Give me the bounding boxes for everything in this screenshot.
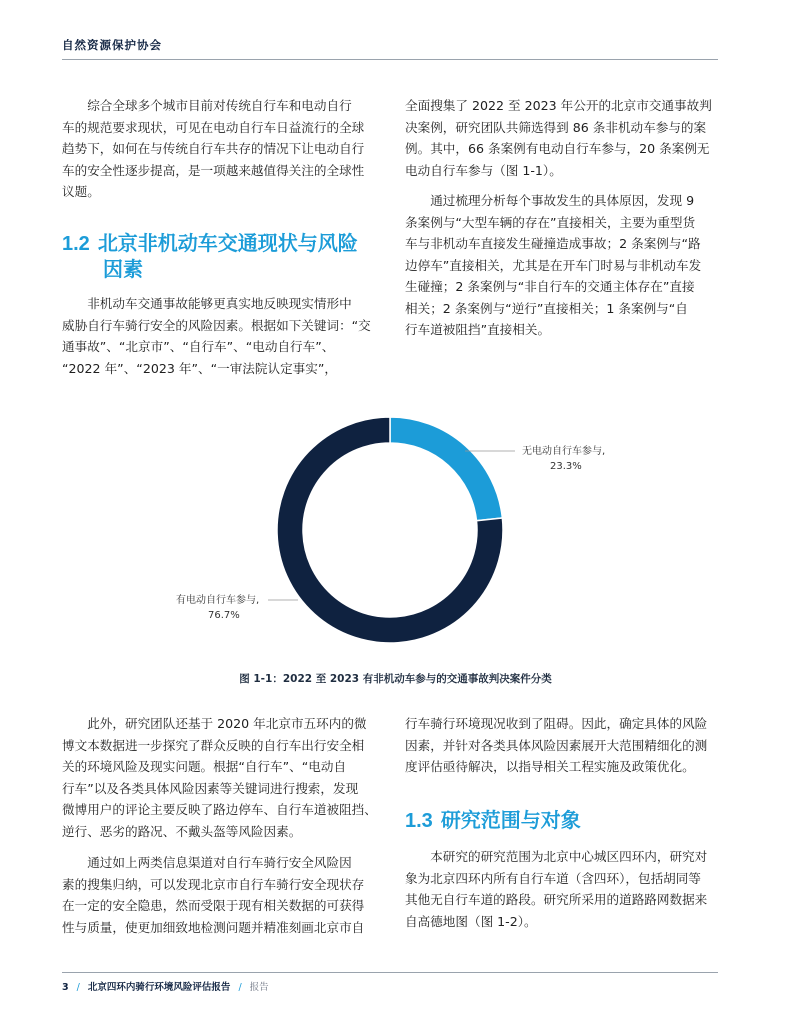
text-line: 边停车”直接相关，尤其是在开车门时易与非机动车发 bbox=[405, 257, 702, 273]
page-footer bbox=[62, 979, 269, 993]
section-number: 1.2 bbox=[62, 233, 90, 255]
slice-label-ebike-name: 有电动自行车参与, bbox=[176, 595, 260, 606]
text-line: 威胁自行车骑行安全的风险因素。根据如下关键词：“交 bbox=[62, 317, 371, 333]
text-line: 综合全球多个城市目前对传统自行车和电动自行 bbox=[87, 98, 352, 113]
text-line: 全面搜集了 2022 至 2023 年公开的北京市交通事故判 bbox=[405, 98, 712, 113]
text-line: 相关；2 条案例与“逆行”直接相关；1 条案例与“自 bbox=[405, 300, 688, 316]
right-paragraph-2 bbox=[405, 190, 720, 341]
left-bottom-paragraph-2 bbox=[62, 852, 392, 938]
text-line: 自高德地图（图 1-2）。 bbox=[405, 913, 537, 929]
header-org-name: 自然资源保护协会 bbox=[62, 38, 162, 52]
section-number: 1.3 bbox=[405, 810, 433, 832]
section-title-line1: 北京非机动车交通现状与风险 bbox=[97, 231, 358, 255]
text-line: 通过梳理分析每个事故发生的具体原因，发现 9 bbox=[430, 193, 695, 208]
text-line: 行车”以及各类具体风险因素等关键词进行搜索，发现 bbox=[62, 780, 359, 796]
footer-separator: / bbox=[238, 982, 242, 993]
text-line: 因素，并针对各类具体风险因素展开大范围精细化的测 bbox=[405, 737, 708, 753]
section-heading-1-2-cont bbox=[103, 256, 143, 282]
section-1-2-paragraph bbox=[62, 293, 392, 379]
section-title: 研究范围与对象 bbox=[440, 808, 581, 832]
slice-label-no-ebike-name: 无电动自行车参与, bbox=[522, 446, 606, 457]
text-line: 例。其中，66 条案例有电动自行车参与，20 条案例无 bbox=[405, 141, 710, 156]
text-line: 微博用户的评论主要反映了路边停车、自行车道被阻挡、 bbox=[62, 802, 377, 817]
text-line: 素的搜集归纳，可以发现北京市自行车骑行安全现状存 bbox=[62, 876, 365, 892]
donut-chart bbox=[0, 380, 791, 670]
text-line: 象为北京四环内所有自行车道（含四环），包括胡同等 bbox=[405, 870, 701, 886]
text-line: 电动自行车参与（图 1-1）。 bbox=[405, 162, 562, 178]
section-heading-1-3 bbox=[405, 807, 581, 834]
text-line: 在一定的安全隐患，然而受限于现有相关数据的可获得 bbox=[62, 898, 365, 913]
page-number: 3 bbox=[62, 982, 69, 993]
text-line: 度评估亟待解决，以指导相关工程实施及政策优化。 bbox=[405, 759, 695, 774]
text-line: 关的环境风险及现实问题。根据“自行车”、“电动自 bbox=[62, 759, 347, 774]
footer-separator: / bbox=[76, 982, 80, 993]
slice-label-no-ebike bbox=[465, 444, 605, 472]
section-title-line2: 因素 bbox=[103, 257, 143, 281]
text-line: 非机动车交通事故能够更真实地反映现实情形中 bbox=[87, 296, 352, 311]
right-paragraph-1 bbox=[405, 95, 720, 181]
text-line: 条案例与“大型车辆的存在”直接相关，主要为重型货 bbox=[405, 214, 696, 230]
text-line: 博文本数据进一步探究了群众反映的自行车出行安全相 bbox=[62, 737, 365, 753]
text-line: 其他无自行车道的路段。研究所采用的道路路网数据来 bbox=[405, 892, 708, 907]
slice-label-no-ebike-value: 23.3% bbox=[550, 461, 582, 472]
text-line: 议题。 bbox=[62, 184, 100, 199]
right-bottom-paragraph-1 bbox=[405, 713, 720, 778]
text-line: 行车骑行环境现况收到了阻碍。因此，确定具体的风险 bbox=[405, 716, 708, 731]
text-line: 趋势下，如何在与传统自行车共存的情况下让电动自行 bbox=[62, 141, 365, 156]
text-line: 决案例，研究团队共筛选得到 86 条非机动车参与的案 bbox=[405, 119, 707, 135]
footer-report-title: 北京四环内骑行环境风险评估报告 bbox=[87, 982, 231, 993]
text-line: 逆行、恶劣的路况、不戴头盔等风险因素。 bbox=[62, 823, 302, 839]
text-line: 行车道被阻挡”直接相关。 bbox=[405, 322, 551, 337]
footer-divider bbox=[62, 972, 718, 973]
text-line: 性与质量，使更加细致地检测问题并精准刻画北京市自 bbox=[62, 919, 365, 935]
text-line: 车的规范要求现状，可见在电动自行车日益流行的全球 bbox=[62, 119, 365, 135]
text-line: 车与非机动车直接发生碰撞造成事故；2 条案例与“路 bbox=[405, 236, 701, 251]
right-bottom-paragraph-2 bbox=[405, 846, 720, 932]
footer-tag: 报告 bbox=[249, 982, 269, 993]
donut-slice-no-ebike bbox=[390, 417, 502, 521]
text-line: 生碰撞；2 条案例与“非自行车的交通主体存在”直接 bbox=[405, 279, 695, 294]
figure-caption: 图 1-1：2022 至 2023 有非机动车参与的交通事故判决案件分类 bbox=[239, 673, 552, 685]
slice-label-ebike-value: 76.7% bbox=[208, 610, 240, 621]
text-line: “2022 年”、“2023 年”、“一审法院认定事实”， bbox=[62, 360, 337, 376]
slice-label-ebike bbox=[176, 593, 298, 621]
section-heading-1-2 bbox=[62, 230, 358, 257]
text-line: 车的安全性逐步提高，是一项越来越值得关注的全球性 bbox=[62, 162, 365, 178]
header-divider bbox=[62, 59, 718, 60]
text-line: 通过如上两类信息渠道对自行车骑行安全风险因 bbox=[87, 855, 352, 870]
left-bottom-paragraph-1 bbox=[62, 713, 392, 842]
text-line: 通事故”、“北京市”、“自行车”、“电动自行车”、 bbox=[62, 339, 335, 354]
text-line: 本研究的研究范围为北京中心城区四环内，研究对 bbox=[430, 849, 708, 864]
text-line: 此外，研究团队还基于 2020 年北京市五环内的微 bbox=[87, 716, 367, 731]
intro-paragraph bbox=[62, 95, 392, 203]
